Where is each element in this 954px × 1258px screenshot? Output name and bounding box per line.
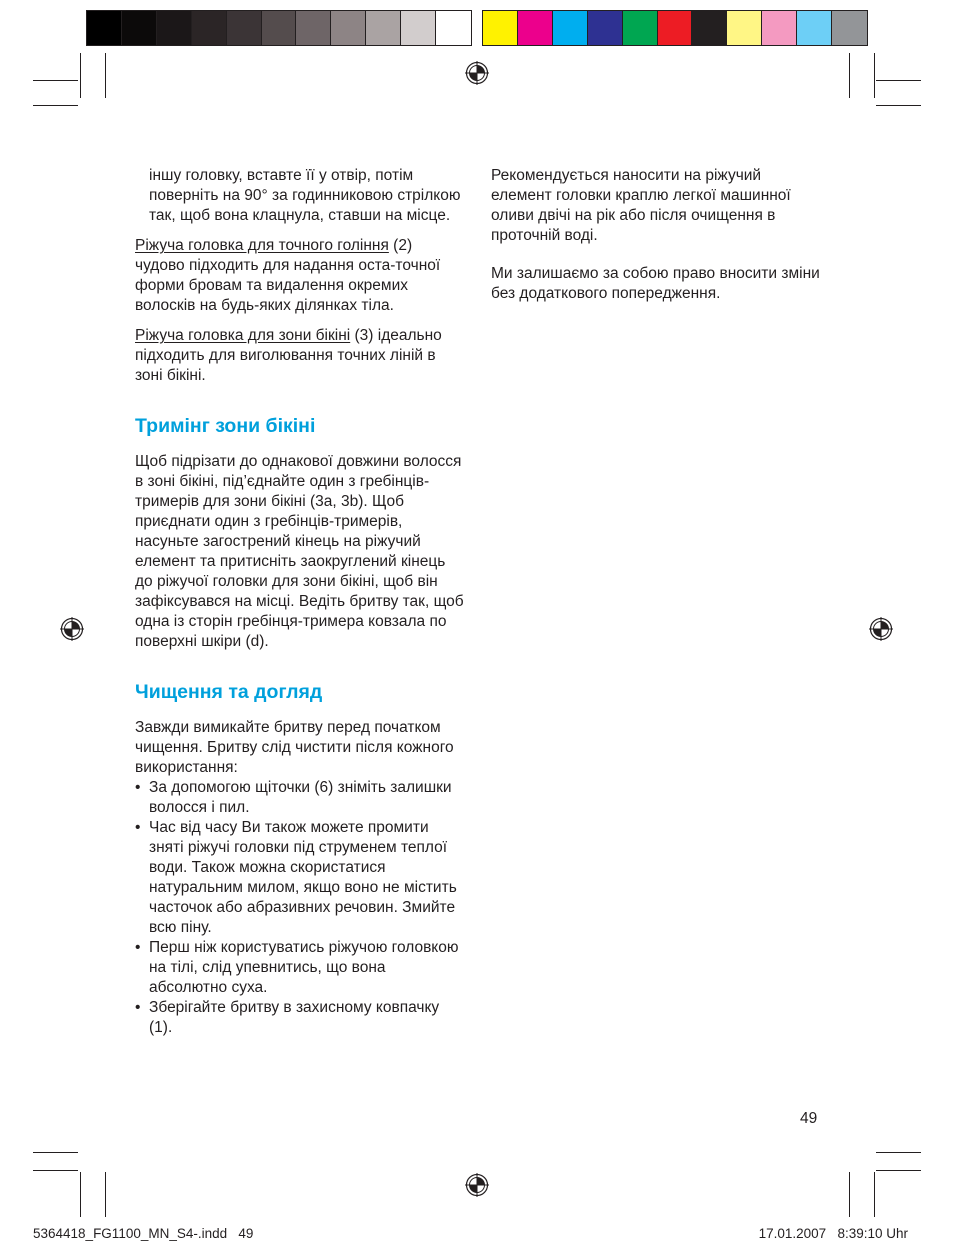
crop-mark — [849, 1172, 850, 1217]
color-swatch — [262, 11, 297, 45]
paragraph-oil: Рекомендується наносити на ріжучий елемент головки краплю легкої машинної оливи двічі на рік або після очищення в проточній воді. — [491, 167, 791, 244]
color-swatch — [157, 11, 192, 45]
color-swatch — [227, 11, 262, 45]
color-swatch — [87, 11, 122, 45]
color-swatch — [122, 11, 157, 45]
color-swatch — [832, 11, 867, 45]
crop-mark — [876, 105, 921, 106]
color-swatch — [331, 11, 366, 45]
color-swatch — [797, 11, 832, 45]
color-swatch — [727, 11, 762, 45]
paragraph-bikini-head — [135, 326, 465, 386]
precision-head-title: Ріжуча головка для точного гоління — [135, 237, 389, 254]
color-swatch — [658, 11, 693, 45]
color-swatch — [401, 11, 436, 45]
crop-mark — [876, 1152, 921, 1153]
crop-mark — [105, 1172, 106, 1217]
precision-head-text: (2) чудово підходить для надання оста-точної форми бровам та видалення окремих волосків на будь-яких ділянках тіла. — [135, 237, 441, 314]
bikini-head-text: (3) ідеально підходить для виголювання точних ліній в зоні бікіні. — [135, 327, 442, 384]
paragraph-trimming: Щоб підрізати до однакової довжини волосся в зоні бікіні, під’єднайте один з гребінців-тримерів для зони бікіні (3a, 3b). Щоб приєднати один з гребінців-тримерів, насуньте загострений кінець на ріжучий елемент та притисніть заокруглений кінець до ріжучої головки для зони бікіні, щоб він зафіксувався на місці. Ведіть бритву так, щоб одна із сторін гребінця-тримера ковзала по поверхні шкіри (d). — [135, 453, 464, 650]
color-swatch — [483, 11, 518, 45]
crop-mark — [874, 1172, 875, 1217]
registration-mark-icon — [465, 1173, 489, 1197]
crop-mark — [33, 105, 78, 106]
crop-mark — [876, 1170, 921, 1171]
page-number: 49 — [800, 1110, 818, 1127]
crop-mark — [80, 53, 81, 98]
crop-mark — [105, 53, 106, 98]
crop-mark — [80, 1172, 81, 1217]
paragraph-disclaimer: Ми залишаємо за собою право вносити зміни без додаткового попередження. — [491, 265, 820, 302]
registration-mark-icon — [465, 61, 489, 85]
heading-bikini-trimming: Тримінг зони бікіні — [135, 415, 316, 437]
color-swatch — [518, 11, 553, 45]
bikini-head-title: Ріжуча головка для зони бікіні — [135, 327, 351, 344]
crop-mark — [33, 80, 78, 81]
right-column — [491, 166, 821, 314]
crop-mark — [876, 80, 921, 81]
process-color-bar — [482, 10, 868, 46]
crop-mark — [33, 1170, 78, 1171]
color-swatch — [192, 11, 227, 45]
slug-date-time: 17.01.2007 8:39:10 Uhr — [758, 1226, 908, 1241]
list-item: • Час від часу Ви також можете промити зняті ріжучі головки під струменем теплої води. Також можна скористатися натуральним милом, якщо воно не містить часточок або абразивних речовин. Змийте всю піну. — [135, 819, 457, 936]
grayscale-color-bar — [86, 10, 472, 46]
registration-mark-icon — [869, 617, 893, 641]
color-swatch — [553, 11, 588, 45]
color-swatch — [296, 11, 331, 45]
registration-mark-icon — [60, 617, 84, 641]
list-item: • За допомогою щіточки (6) зніміть залишки волосся і пил. — [135, 779, 452, 816]
crop-mark — [874, 53, 875, 98]
cleaning-list — [135, 778, 465, 1038]
slug-file-info: 5364418_FG1100_MN_S4-.indd 49 — [33, 1226, 254, 1241]
list-item: • Перш ніж користуватись ріжучою головкою на тілі, слід упевнитись, що вона абсолютно суха. — [135, 939, 459, 996]
crop-mark — [849, 53, 850, 98]
color-swatch — [623, 11, 658, 45]
list-item: • Зберігайте бритву в захисному ковпачку (1). — [135, 999, 440, 1036]
color-swatch — [366, 11, 401, 45]
color-swatch — [436, 11, 471, 45]
color-swatch — [762, 11, 797, 45]
crop-mark — [33, 1152, 78, 1153]
color-swatch — [588, 11, 623, 45]
paragraph-precision-head — [135, 236, 465, 316]
heading-cleaning-care: Чищення та догляд — [135, 681, 323, 703]
paragraph-cleaning: Завжди вимикайте бритву перед початком чищення. Бритву слід чистити після кожного використання: — [135, 719, 454, 776]
paragraph-intro: іншу головку, вставте її у отвір, потім поверніть на 90° за годинниковою стрілкою так, щоб вона клацнула, ставши на місце. — [149, 167, 461, 224]
left-column — [135, 166, 465, 1038]
color-swatch — [692, 11, 727, 45]
